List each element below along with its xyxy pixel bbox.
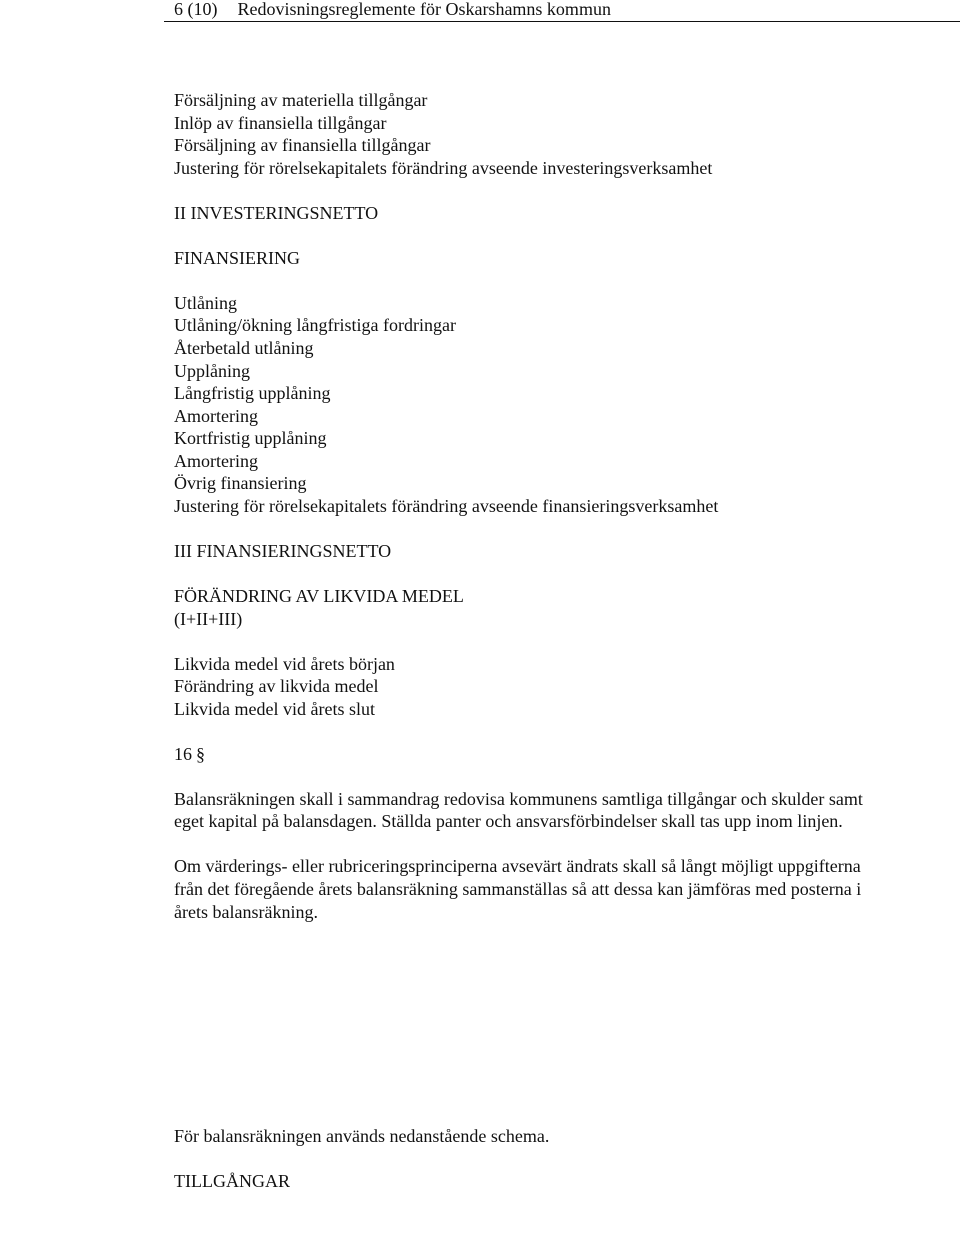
list-item: Återbetald utlåning xyxy=(174,337,314,358)
list-item: Långfristig upplåning xyxy=(174,383,331,404)
list-item: Justering för rörelsekapitalets förändring avseende finansieringsverksamhet xyxy=(174,496,719,517)
section-heading xyxy=(174,743,864,766)
paragraph: Balansräkningen skall i sammandrag redovisa kommunens samtliga tillgångar och skulder samt eget kapital på balansdagen. Ställda panter och ansvarsförbindelser skall tas upp inom linjen. xyxy=(174,788,863,832)
financing-items xyxy=(174,292,864,518)
list-item: Amortering xyxy=(174,405,258,426)
investing-items xyxy=(174,89,864,179)
paragraph: Om värderings- eller rubriceringsprinciperna avsevärt ändrats skall så långt möjligt uppgifterna från det föregående årets balansräkning sammanställas så att dessa kan jämföras med posterna i årets balansräkning. xyxy=(174,856,862,922)
list-item: Försäljning av materiella tillgångar xyxy=(174,90,428,110)
liquid-items xyxy=(174,653,864,721)
investing-total-heading: II INVESTERINGSNETTO xyxy=(174,202,379,223)
list-item: Upplåning xyxy=(174,360,250,381)
list-item: Justering för rörelsekapitalets förändring avseende investeringsverksamhet xyxy=(174,157,713,178)
list-item: Övrig finansiering xyxy=(174,473,307,494)
financing-total-heading: III FINANSIERINGSNETTO xyxy=(174,541,392,562)
list-item: Utlåning xyxy=(174,292,237,313)
financing-heading: FINANSIERING xyxy=(174,247,300,268)
list-item: Amortering xyxy=(174,450,258,471)
section-sign: § xyxy=(196,743,205,764)
schema-intro: För balansräkningen används nedanstående schema. xyxy=(174,1126,550,1147)
section-number: 16 xyxy=(174,743,192,764)
list-item: Utlåning/ökning långfristiga fordringar xyxy=(174,315,456,336)
header-rule xyxy=(164,21,960,22)
list-item: Kortfristig upplåning xyxy=(174,428,327,449)
list-item: Likvida medel vid årets början xyxy=(174,653,395,674)
list-item: Förändring av likvida medel xyxy=(174,676,379,697)
page-number: 6 (10) xyxy=(174,0,218,19)
list-item: Inlöp av finansiella tillgångar xyxy=(174,112,387,133)
change-heading: FÖRÄNDRING AV LIKVIDA MEDEL xyxy=(174,586,464,607)
page-header xyxy=(174,0,611,20)
assets-heading: TILLGÅNGAR xyxy=(174,1171,290,1192)
change-formula: (I+II+III) xyxy=(174,608,243,629)
list-item: Likvida medel vid årets slut xyxy=(174,698,375,719)
list-item: Försäljning av finansiella tillgångar xyxy=(174,135,431,156)
document-body xyxy=(174,89,864,1193)
document-title: Redovisningsreglemente för Oskarshamns kommun xyxy=(237,0,611,19)
